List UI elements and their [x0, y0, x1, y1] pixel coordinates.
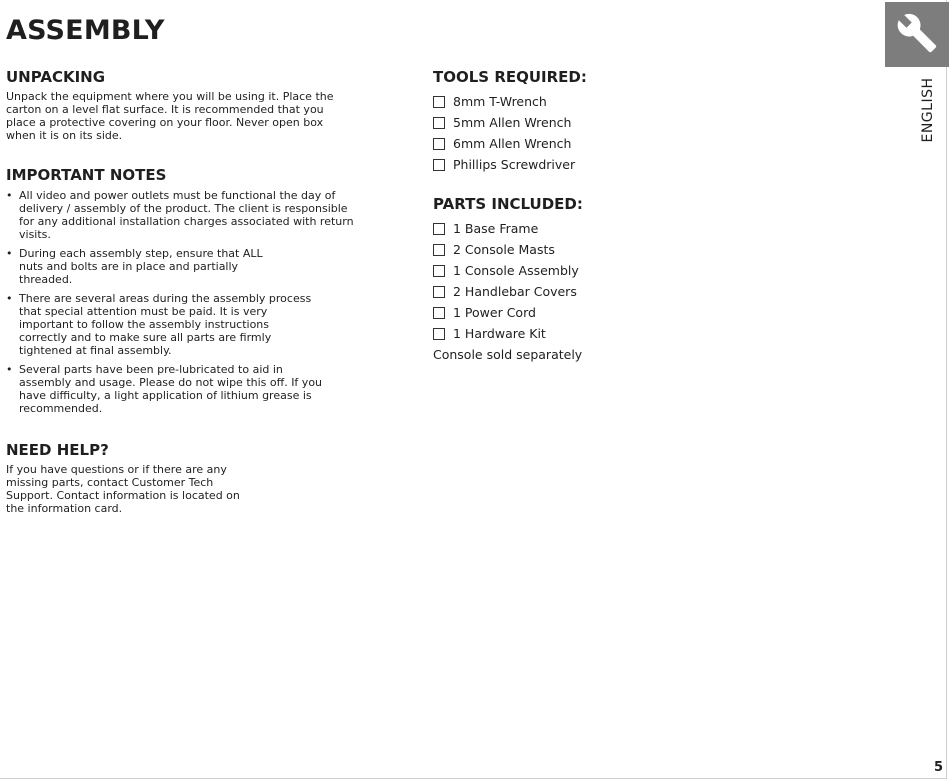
tool-label: 6mm Allen Wrench — [453, 136, 572, 151]
right-column — [433, 68, 733, 365]
page-bottom-edge — [0, 778, 946, 779]
part-label: 2 Handlebar Covers — [453, 284, 577, 299]
checkbox-icon[interactable] — [433, 138, 445, 150]
parts-section — [433, 195, 733, 365]
parts-heading: PARTS INCLUDED: — [433, 195, 583, 213]
important-notes-heading: IMPORTANT NOTES — [6, 166, 167, 184]
part-label: 2 Console Masts — [453, 242, 555, 257]
tool-item — [433, 133, 733, 154]
wrench-icon — [896, 12, 938, 58]
checkbox-icon[interactable] — [433, 159, 445, 171]
important-notes-list — [6, 189, 366, 415]
tool-item — [433, 154, 733, 175]
checkbox-icon[interactable] — [433, 244, 445, 256]
part-item — [433, 218, 733, 239]
unpacking-text: Unpack the equipment where you will be using it. Place the carton on a level flat surface. It is recommended that you place a protective covering on your floor. Never open box when it is on its side. — [6, 90, 334, 142]
checkbox-icon[interactable] — [433, 286, 445, 298]
part-label: 1 Hardware Kit — [453, 326, 546, 341]
checkbox-icon[interactable] — [433, 265, 445, 277]
checkbox-icon[interactable] — [433, 223, 445, 235]
part-item — [433, 323, 733, 344]
part-label: 1 Base Frame — [453, 221, 539, 236]
parts-note: Console sold separately — [433, 347, 583, 362]
page-title: ASSEMBLY — [6, 15, 165, 46]
checkbox-icon[interactable] — [433, 307, 445, 319]
left-column — [6, 68, 366, 515]
tool-label: Phillips Screwdriver — [453, 157, 576, 172]
part-label: 1 Power Cord — [453, 305, 536, 320]
checkbox-icon[interactable] — [433, 96, 445, 108]
note-item: • During each assembly step, ensure that ALL nuts and bolts are in place and partially threaded. — [6, 247, 274, 286]
language-label: ENGLISH — [920, 77, 936, 143]
tools-list — [433, 91, 733, 175]
tool-label: 8mm T-Wrench — [453, 94, 547, 109]
tools-heading: TOOLS REQUIRED: — [433, 68, 587, 86]
need-help-text: If you have questions or if there are any missing parts, contact Customer Tech Support. Contact information is located on the information card. — [6, 463, 240, 515]
tool-item — [433, 112, 733, 133]
part-label: 1 Console Assembly — [453, 263, 579, 278]
part-item — [433, 302, 733, 323]
tool-label: 5mm Allen Wrench — [453, 115, 572, 130]
checkbox-icon[interactable] — [433, 328, 445, 340]
unpacking-section — [6, 68, 366, 142]
part-item — [433, 281, 733, 302]
part-item — [433, 260, 733, 281]
need-help-heading: NEED HELP? — [6, 441, 109, 459]
note-item: • Several parts have been pre-lubricated to aid in assembly and usage. Please do not wipe this off. If you have difficulty, a light application of lithium grease is recommended. — [6, 363, 329, 415]
section-tab — [885, 2, 949, 67]
important-notes-section — [6, 166, 366, 415]
tool-item — [433, 91, 733, 112]
checkbox-icon[interactable] — [433, 117, 445, 129]
page-right-edge — [946, 0, 947, 779]
tools-section — [433, 68, 733, 175]
note-item: • All video and power outlets must be functional the day of delivery / assembly of the product. The client is responsible for any additional installation charges associated with return visits. — [6, 189, 359, 241]
need-help-section — [6, 441, 366, 515]
part-item — [433, 239, 733, 260]
unpacking-heading: UNPACKING — [6, 68, 106, 86]
page-number: 5 — [934, 760, 944, 775]
parts-list — [433, 218, 733, 344]
note-item: • There are several areas during the assembly process that special attention must be paid. It is very important to follow the assembly instructions correctly and to make sure all parts are firmly tightened at final assembly. — [6, 292, 319, 357]
